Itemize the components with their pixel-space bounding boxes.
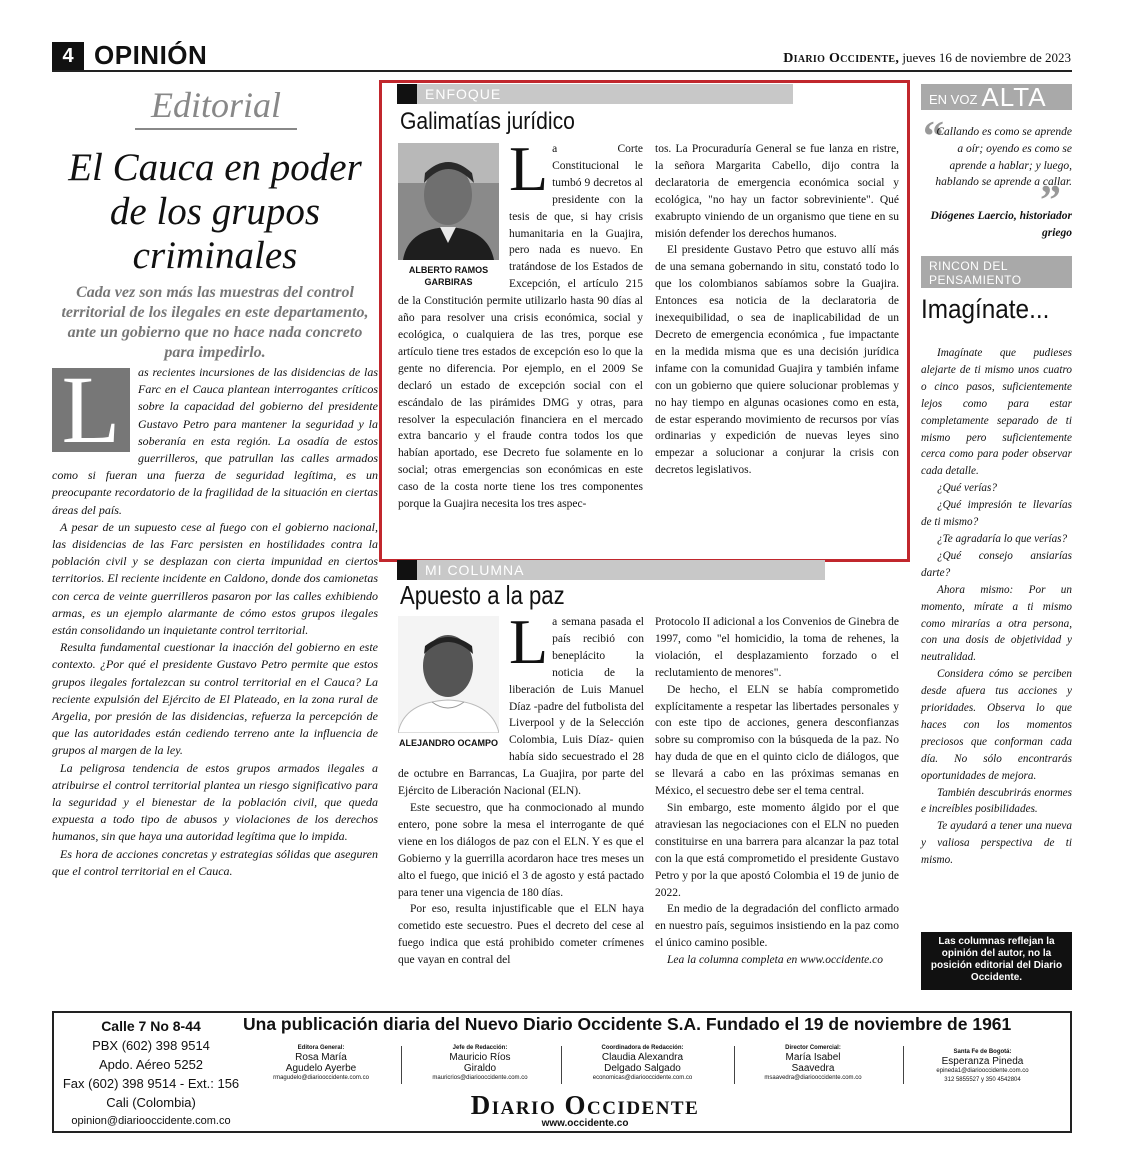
header-rule xyxy=(52,70,1072,72)
mi-columna-column-2 xyxy=(655,614,899,969)
enfoque-tag-label: ENFOQUE xyxy=(425,86,502,102)
editorial-paragraph: La peligrosa tendencia de estos grupos armados ilegales a atribuirse el control territorial plantea un riesgo significativo para la seguridad y el bienestar de la población civil, que queda expuesta a todo tipo de abusos y violaciones de los derechos humanos, sin que haya una autoridad legítima que lo impida. xyxy=(52,760,378,844)
editorial-kicker: Editorial xyxy=(135,84,297,130)
editorial-paragraph: as recientes incursiones de las disidencias de las Farc en el Cauca plantean interrogantes críticos sobre la capacidad del gobierno del presidente Gustavo Petro para mantener la seguridad y la soberanía en esta región. La osadía de estos guerrilleros, que patrullan las calles armados como si fueran una fuerza de seguridad legítima, es un preocupante recordatorio de la fragilidad de la situación en ciertas áreas del país. xyxy=(52,365,378,517)
tag-marker xyxy=(397,560,417,580)
en-voz-alta-header xyxy=(921,84,1072,110)
editorial-paragraph: Es hora de acciones concretas y estrategias sólidas que aseguren que el control territorial en el Cauca. xyxy=(52,846,378,878)
enfoque-column-2 xyxy=(655,141,899,479)
divider xyxy=(561,1046,562,1084)
contact-email[interactable]: opinion@diariooccidente.com.co xyxy=(71,1115,231,1127)
author-name: ALEJANDRO OCAMPO xyxy=(398,738,498,748)
author-photo-alejandro-ocampo xyxy=(398,616,499,733)
masthead-dateline xyxy=(783,50,1071,67)
staff-email[interactable]: epineda1@diariooccidente.com.co xyxy=(936,1068,1029,1074)
staff-phone: 312 5855527 y 350 4542804 xyxy=(944,1077,1021,1083)
paper-name: Diario Occidente, xyxy=(783,51,900,66)
divider xyxy=(401,1046,402,1084)
staff-name: Rosa María Agudelo Ayerbe xyxy=(285,1052,357,1074)
staff-entry xyxy=(920,1048,1045,1085)
editorial-body xyxy=(52,356,378,880)
rincon-paragraph: ¿Qué verías? xyxy=(937,482,997,495)
enfoque-title: Galimatías jurídico xyxy=(400,108,575,135)
staff-email[interactable]: mauricrios@diariooccidente.com.co xyxy=(432,1075,528,1081)
issue-date: jueves 16 de noviembre de 2023 xyxy=(899,50,1071,65)
contact-block xyxy=(54,1017,248,1131)
staff-entry xyxy=(738,1044,888,1083)
staff-name: Mauricio Ríos Giraldo xyxy=(449,1052,511,1074)
section-title: OPINIÓN xyxy=(94,40,208,70)
editorial-paragraph: A pesar de un supuesto cese al fuego con el gobierno nacional, las disidencias de las Farc persisten en hostilidades contra la población civil y se desplazan con cierta impunidad en ciertos territorios. El reciente incidente en Caldono, donde dos camionetas con cerca de veinte guerrilleros pasaron por las calles exhibiendo armas, es un ejemplo alarmante de cómo estos grupos ilegales están consolidando un inquietante control territorial. xyxy=(52,519,378,638)
rincon-paragraph: Te ayudará a tener una nueva y valiosa perspectiva de ti mismo. xyxy=(921,820,1072,867)
quote-author: Diógenes Laercio, historiador griego xyxy=(930,210,1072,239)
page-number: 4 xyxy=(52,42,84,70)
fax: Fax (602) 398 9514 - Ext.: 156 xyxy=(62,1076,240,1091)
staff-email[interactable]: economicas@diariooccidente.com.co xyxy=(592,1075,693,1081)
enfoque-paragraph: tos. La Procuraduría General se fue lanza en ristre, la señora Margarita Cabello, dijo contra la declaratoria de emergencia económica social y ecológica, "no hay un factor sobreviniente". Qué exabrupto viniendo de un organismo que tiene en su misión defender los derechos humanos. xyxy=(655,143,899,240)
staff-entry xyxy=(405,1044,555,1083)
rincon-paragraph: Imagínate que pudieses alejarte de ti mismo unos cuatro o cinco pasos, suficientemente lejos como para estar completamente separado de ti mismo pero suficientemente cerca como para poder observar cada detalle. xyxy=(921,347,1072,478)
mi-columna-paragraph: a semana pasada el país recibió con beneplácito la noticia de la liberación de Luis Manuel Díaz -padre del futbolista del Liverpool y de la Selección Colombia, Luis Díaz- quien había sido secuestrado el 28 de octubre en Barrancas, La Guajira, por parte del Ejército de Liberación Nacional (ELN). xyxy=(398,616,644,798)
newspaper-logo: Diario Occidente xyxy=(470,1090,700,1120)
website-link[interactable]: www.occidente.co xyxy=(541,1118,629,1129)
mi-columna-paragraph: Este secuestro, que ha conmocionado al mundo entero, pone sobre la mesa el interrogante de qué viene en los diálogos de paz con el ELN. Y es que el Gobierno y la guerrilla acordaron hace tres meses un alto el fuego, que inició el 3 de agosto y está pactado para tener una vigencia de 180 días. xyxy=(398,801,644,899)
author-photo-alberto-ramos xyxy=(398,143,499,260)
editorial-dropcap: L xyxy=(52,368,130,452)
mi-columna-dropcap: L xyxy=(509,606,549,677)
staff-email[interactable]: msaavedra@diariooccidente.com.co xyxy=(764,1075,862,1081)
rincon-paragraph: Considera cómo se perciben desde afuera tus acciones y prioridades. Observa lo que haces con los momentos preciosos que conforman cada día. No sólo encontrarás oportunidades de mejora. xyxy=(921,668,1072,782)
divider xyxy=(903,1046,904,1084)
quote-text: Callando es como se aprende a oír; oyendo es como se aprende a hablar; y luego, hablando se aprende a callar. xyxy=(935,126,1072,189)
enfoque-tag xyxy=(397,84,793,104)
staff-name: Claudia Alexandra Delgado Salgado xyxy=(601,1052,684,1074)
rincon-paragraph: Ahora mismo: Por un momento, mírate a ti mismo como mirarías a otra persona, con una dosis de objetividad y neutralidad. xyxy=(921,583,1072,664)
author-name: ALBERTO RAMOS GARBIRAS xyxy=(408,265,489,287)
city: Cali (Colombia) xyxy=(106,1095,196,1110)
rincon-paragraph: También descubrirás enormes e increíbles posibilidades. xyxy=(921,786,1072,816)
rincon-paragraph: ¿Te agradaría lo que verías? xyxy=(937,532,1068,545)
editorial-headline: El Cauca en poder de los grupos criminales xyxy=(68,146,362,277)
mi-columna-tag xyxy=(397,560,825,580)
enfoque-paragraph: a Corte Constitucional le tumbó 9 decretos al presidente con la tesis de que, si hay crisis humanitaria en la Guajira, pero nada es nuevo. En tratándose de los Estados de Excepción, el artículo 215 de la Constitución permite utilizarlo hasta 90 días al año para resolver una crisis económica, social y ecológica, o cualquiera de las tres, porque ese artículo tiene tres estados de excepción eso lo que la gente no diferencia. Por ejemplo, en el 2009 Se declaró un estado de excepción social con el escándalo de las pirámides DMG y otras, para resolver la especulación financiera en el mercado extra bancario y el fraude contra todos los que habían aportado, ese Decreto fue solamente en lo social; otras emergencias son económicas en este caso de la costa norte tiene los tres componentes porque la Guajira necesita los tres aspec- xyxy=(398,143,643,511)
editorial-deck: Cada vez son más las muestras del control territorial de los ilegales en este departamento, ante un gobierno que no hace nada concreto para impedirlo. xyxy=(61,284,369,361)
mi-columna-paragraph: Por eso, resulta injustificable que el ELN haya cometido este secuestro. Pues el decreto del cese al fuego indica que está prohibido cometer crímenes que vayan en contral del xyxy=(398,903,644,967)
pbx: PBX (602) 398 9514 xyxy=(92,1038,210,1053)
close-quote-icon: ” xyxy=(1040,178,1061,224)
staff-role: Director Comercial: xyxy=(785,1045,841,1051)
en-voz-label: EN VOZ xyxy=(929,92,978,107)
enfoque-dropcap: L xyxy=(509,133,549,204)
mi-columna-paragraph: Sin embargo, este momento álgido por el que atraviesan las negociaciones con el ELN no pueden constituirse en una barrera para alcanzar la paz total con la que está comprometido el presidente Gustavo Petro y por la que apostó Colombia el 19 de junio de 2022. xyxy=(655,801,899,899)
mi-columna-paragraph: Protocolo II adicional a los Convenios de Ginebra de 1997, como "el homicidio, la toma de rehenes, la violación, el desplazamiento forzado o el reclutamiento de menores". xyxy=(655,616,899,679)
open-quote-icon: “ xyxy=(923,114,944,160)
opinion-disclaimer: Las columnas reflejan la opinión del autor, no la posición editorial del Diario Occidente. xyxy=(921,932,1072,990)
mi-columna-read-more-link[interactable]: Lea la columna completa en www.occidente.co xyxy=(667,954,884,967)
rincon-paragraph: ¿Qué impresión te llevarías de ti mismo? xyxy=(921,499,1072,529)
enfoque-paragraph: El presidente Gustavo Petro que estuvo allí más de una semana gobernando in situ, constató todo lo que los colombianos sabíamos sobre la Guajira. Entonces esa noticia de la declaratoria de inexequibilidad, o sea de inaplicabilidad de un Decreto de emergencia económica , fue impactante en la medida misma que es una decisión jurídica infame con la comunidad Guajira y también infame con un gobierno que quiere solucionar problemas y no hay tiempo en algunas ocasiones como en esta, de estar esperando movimiento de recursos por vías ordinarias y expedición de nuevas leyes sino empezar a solucionar a conjurar la crisis con decretos legislativos. xyxy=(655,244,899,477)
editorial-paragraph: Resulta fundamental cuestionar la inacción del gobierno en este contexto. ¿Por qué el presidente Gustavo Petro permite que estos grupos ilegales fortalezcan su control territorial en el Cauca? La reciente expulsión del Ejército de El Plateado, en la zona rural de Argelia, por presión de las disidencias, refuerza la percepción de que las autoridades están cediendo terreno ante la influencia de grupos al margen de la ley. xyxy=(52,640,378,758)
staff-entry xyxy=(246,1044,396,1083)
rincon-title: Imagínate... xyxy=(921,294,1050,324)
staff-entry xyxy=(565,1044,720,1083)
mi-columna-paragraph: De hecho, el ELN se había comprometido explícitamente a respetar las libertades personales y con este tipo de acciones, genera desconfianzas sobre su compromiso con la búsqueda de la paz. No hay duda de que en el quinto ciclo de diálogos, que se llevará a cabo en las próximas semanas en México, el secuestro debe ser el tema central. xyxy=(655,683,899,798)
staff-role: Editora General: xyxy=(297,1045,345,1051)
mi-columna-tag-label: MI COLUMNA xyxy=(425,562,525,578)
publication-statement: Una publicación diaria del Nuevo Diario Occidente S.A. Fundado el 19 de noviembre de 1961 xyxy=(243,1014,1012,1034)
divider xyxy=(734,1046,735,1084)
staff-role: Jefe de Redacción: xyxy=(452,1045,508,1051)
staff-role: Santa Fe de Bogotá: xyxy=(953,1049,1012,1055)
rincon-header: RINCON DEL PENSAMIENTO xyxy=(921,256,1072,288)
staff-email[interactable]: rmagudelo@diariooccidente.com.co xyxy=(273,1075,369,1081)
alta-label: ALTA xyxy=(981,82,1047,112)
rincon-paragraph: ¿Qué consejo ansiarías darte? xyxy=(921,549,1072,579)
tag-marker xyxy=(397,84,417,104)
mi-columna-paragraph: En medio de la degradación del conflicto armado en nuestro país, seguimos insistiendo en la paz como el único camino posible. xyxy=(655,903,899,950)
staff-name: María Isabel Saavedra xyxy=(785,1052,841,1074)
apdo: Apdo. Aéreo 5252 xyxy=(98,1057,204,1072)
mi-columna-title: Apuesto a la paz xyxy=(400,580,565,610)
staff-role: Coordinadora de Redacción: xyxy=(601,1045,684,1051)
rincon-body xyxy=(921,345,1072,869)
address: Calle 7 No 8-44 xyxy=(101,1018,201,1034)
staff-name: Esperanza Pineda xyxy=(941,1056,1024,1067)
